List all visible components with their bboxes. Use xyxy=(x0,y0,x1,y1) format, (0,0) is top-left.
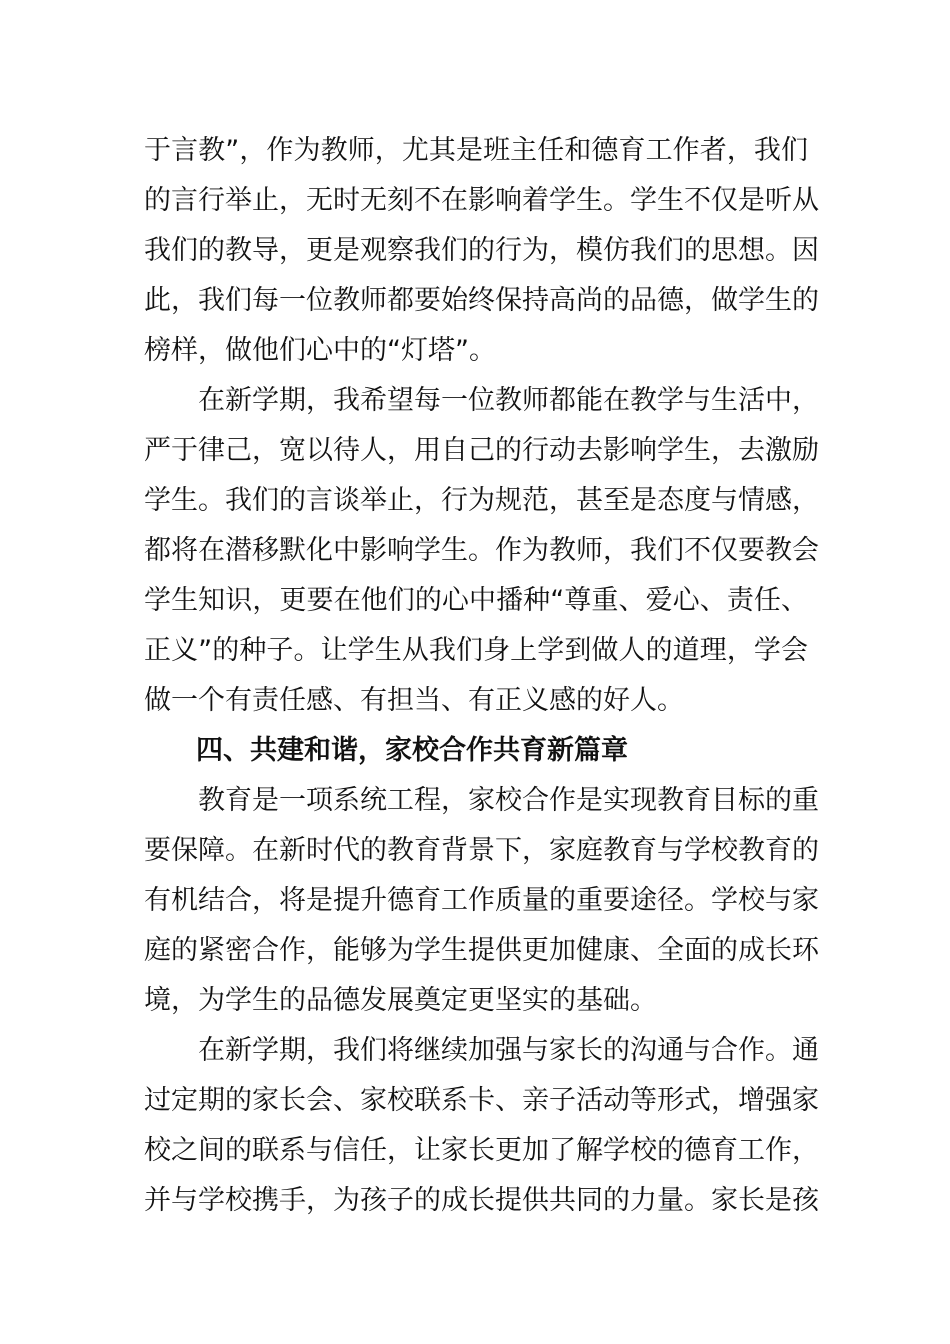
body-line: 学生。我们的言谈举止，行为规范，甚至是态度与情感， xyxy=(144,485,819,516)
body-line: 教育是一项系统工程，家校合作是实现教育目标的重 xyxy=(198,785,819,816)
body-line: 境，为学生的品德发展奠定更坚实的基础。 xyxy=(144,985,657,1016)
document-body xyxy=(144,126,819,1226)
body-line: 在新学期，我希望每一位教师都能在教学与生活中， xyxy=(198,385,819,416)
body-line: 在新学期，我们将继续加强与家长的沟通与合作。通 xyxy=(198,1035,819,1066)
body-line: 严于律己，宽以待人，用自己的行动去影响学生，去激励 xyxy=(144,435,819,466)
body-line: 榜样，做他们心中的“灯塔”。 xyxy=(144,335,496,366)
body-line: 有机结合，将是提升德育工作质量的重要途径。学校与家 xyxy=(144,885,819,916)
body-line: 要保障。在新时代的教育背景下，家庭教育与学校教育的 xyxy=(144,835,819,866)
body-line: 庭的紧密合作，能够为学生提供更加健康、全面的成长环 xyxy=(144,935,819,966)
section-heading: 四、共建和谐，家校合作共育新篇章 xyxy=(196,735,628,766)
body-line: 校之间的联系与信任，让家长更加了解学校的德育工作， xyxy=(144,1135,819,1166)
body-line: 学生知识，更要在他们的心中播种“尊重、爱心、责任、 xyxy=(144,585,808,616)
body-line: 过定期的家长会、家校联系卡、亲子活动等形式，增强家 xyxy=(144,1085,819,1116)
body-line: 做一个有责任感、有担当、有正义感的好人。 xyxy=(144,685,684,716)
body-line: 并与学校携手，为孩子的成长提供共同的力量。家长是孩 xyxy=(144,1185,819,1216)
body-line: 正义”的种子。让学生从我们身上学到做人的道理，学会 xyxy=(144,635,808,666)
body-line: 都将在潜移默化中影响学生。作为教师，我们不仅要教会 xyxy=(144,535,819,566)
body-line: 我们的教导，更是观察我们的行为，模仿我们的思想。因 xyxy=(144,235,819,266)
body-line: 此，我们每一位教师都要始终保持高尚的品德，做学生的 xyxy=(144,285,819,316)
body-line: 的言行举止，无时无刻不在影响着学生。学生不仅是听从 xyxy=(144,185,819,216)
body-line: 于言教”，作为教师，尤其是班主任和德育工作者，我们 xyxy=(144,135,808,166)
